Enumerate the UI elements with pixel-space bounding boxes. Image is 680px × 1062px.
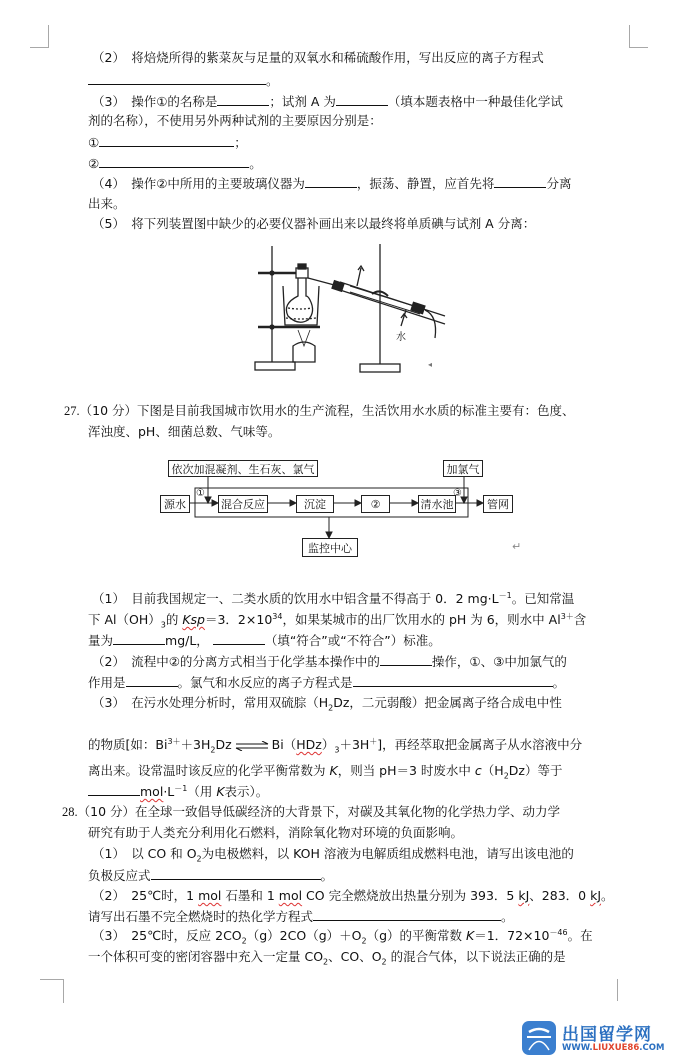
text: mol — [140, 784, 164, 799]
round-bottom-flask — [286, 278, 312, 322]
q28-heading-text: （10 分）在全球一致倡导低碳经济的大背景下，对碳及其氧化物的化学热力学、动力学 — [77, 804, 561, 819]
text: 操作，①、③中加氯气的 — [431, 654, 567, 669]
text: 量为 — [88, 633, 114, 648]
k-symbol: K — [329, 763, 338, 778]
text: 含 — [573, 612, 587, 627]
text: 表示）。 — [224, 784, 269, 799]
water-production-flowchart — [150, 455, 530, 565]
flow-box-clear-water-tank: 清水池 — [418, 495, 456, 513]
water-outlet-arrow — [357, 268, 361, 286]
flow-box-additives: 依次加混凝剂、生石灰、氯气 — [168, 460, 318, 477]
svg-text:◂: ◂ — [428, 360, 433, 369]
q26-part4-text-b: ，振荡、静置，应首先将 — [356, 176, 495, 191]
q27-heading-text: （10 分）下图是目前我国城市饮用水的生产流程，生活饮用水水质的标准主要有：色度、 — [79, 403, 575, 418]
superscript: ＋ — [369, 736, 378, 746]
q28-part1-line1 — [92, 845, 574, 863]
answer-blank[interactable] — [126, 673, 178, 687]
text: 。 — [320, 868, 334, 883]
text: 一个体积可变的密闭容器中充入一定量 CO — [88, 949, 324, 964]
q27-part3-line1 — [92, 694, 562, 712]
flow-box-sedimentation: 沉淀 — [296, 495, 334, 513]
beaker — [283, 286, 319, 325]
q26-part4-text-a: （4） 操作②中所用的主要玻璃仪器为 — [92, 176, 305, 191]
q26-part2 — [92, 49, 544, 67]
q27-part2-line1 — [92, 652, 567, 671]
q26-part3-text-a: （3） 操作①的名称是 — [92, 94, 218, 109]
superscript: 34 — [272, 611, 283, 621]
text: 离出来。设常温时该反应的化学平衡常数为 — [88, 763, 330, 778]
text: mol — [278, 888, 303, 903]
superscript: －1 — [174, 783, 188, 793]
q26-part4 — [92, 174, 571, 193]
crop-mark-top-right — [629, 25, 648, 48]
answer-blank[interactable] — [113, 631, 165, 645]
crop-mark-bottom-left — [40, 979, 64, 1003]
q27-heading — [64, 402, 575, 420]
q26-part4-cont — [88, 195, 126, 213]
answer-blank[interactable] — [213, 631, 265, 645]
answer-blank[interactable] — [313, 907, 501, 921]
q28-part2-line2 — [88, 907, 514, 926]
text: Bi（ — [271, 737, 297, 752]
text: mg/L， — [165, 633, 209, 648]
q27-heading-text-2: 浑浊度、pH、细菌总数、气味等。 — [88, 424, 281, 439]
answer-blank[interactable] — [99, 154, 249, 168]
flow-box-pipe-network: 管网 — [483, 495, 513, 513]
circled-1: ① — [88, 135, 100, 150]
text: 、283．0 — [529, 888, 591, 903]
q26-part2-answer — [88, 71, 279, 90]
text: 下 Al（OH） — [88, 612, 161, 627]
text: （g）的平衡常数 — [366, 928, 466, 943]
question-number: 28. — [62, 805, 78, 819]
q28-part3-line2 — [88, 948, 566, 966]
stand-base-left — [255, 362, 295, 370]
text: ]，再经萃取把金属离子从水溶液中分 — [377, 737, 583, 752]
subscript: 2 — [323, 957, 329, 967]
answer-blank[interactable] — [305, 174, 357, 188]
text: ·L — [163, 784, 175, 799]
text: 的物质[如：Bi — [88, 737, 168, 752]
c-symbol: c — [474, 763, 482, 778]
q27-part3-line2 — [88, 736, 582, 754]
superscript: －1 — [498, 590, 512, 600]
text: 的混合气体，以下说法正确的是 — [386, 949, 566, 964]
crop-mark-top-left — [30, 25, 49, 48]
text: kJ — [518, 888, 530, 903]
url-part: WWW. — [562, 1043, 593, 1053]
q28-heading — [62, 803, 560, 821]
q26-part3-text-b: ；试剂 A 为 — [269, 94, 336, 109]
text: （1） 以 CO 和 O — [92, 846, 197, 861]
text: 、CO、O — [328, 949, 382, 964]
text: 作用是 — [88, 675, 126, 690]
text: 。氯气和水反应的离子方程式是 — [177, 675, 353, 690]
semicolon: ； — [234, 135, 247, 150]
subscript: 2 — [210, 745, 216, 755]
answer-blank[interactable] — [151, 866, 321, 880]
answer-blank[interactable] — [380, 652, 432, 666]
text: 请写出石墨不完全燃烧时的热化学方程式 — [88, 909, 314, 924]
q27-part1-line1 — [92, 590, 574, 608]
subscript: 2 — [196, 854, 202, 864]
subscript: 2 — [361, 936, 367, 946]
flow-box-source-water: 源水 — [160, 495, 190, 513]
q28-heading-cont — [88, 824, 463, 842]
text: （2） 流程中②的分离方式相当于化学基本操作中的 — [92, 654, 380, 669]
watermark-logo — [522, 1020, 678, 1058]
answer-blank[interactable] — [99, 133, 234, 147]
flame — [298, 330, 310, 346]
equilibrium-arrow-icon — [234, 741, 270, 751]
text: （g）2CO（g）＋O — [246, 928, 362, 943]
text: 。 — [552, 675, 566, 690]
paragraph-mark-icon: ↵ — [512, 540, 522, 553]
text: mol — [198, 888, 222, 903]
text: （3） 25℃时，反应 2CO — [92, 928, 242, 943]
q28-heading-text-2: 研究有助于人类充分利用化石燃料，消除氧化物对环境的负面影响。 — [88, 825, 464, 840]
text: 负极反应式 — [88, 868, 151, 883]
q28-part1-line2 — [88, 866, 333, 885]
superscript: 3＋ — [167, 736, 181, 746]
q26-reason-1 — [88, 133, 247, 152]
text: CO 完全燃烧放出热量分别为 393．5 — [302, 888, 519, 903]
circled-2: ② — [88, 156, 100, 171]
q27-heading-cont — [88, 423, 280, 441]
text: （填“符合”或“不符合”）标准。 — [264, 633, 441, 648]
distillation-apparatus-figure — [250, 238, 450, 378]
subscript: 2 — [241, 936, 247, 946]
url-part: LIUXUE86 — [592, 1043, 640, 1053]
text: ） — [321, 737, 335, 752]
q27-part2-line2 — [88, 673, 565, 692]
k-symbol: K — [465, 928, 475, 943]
period: 。 — [249, 156, 262, 171]
q27-part3-line4 — [88, 782, 268, 801]
q26-reason-2 — [88, 154, 262, 173]
subscript: 3 — [160, 620, 166, 630]
flow-box-mixing-reaction: 混合反应 — [218, 495, 268, 513]
answer-blank[interactable] — [353, 673, 553, 687]
q27-part1-line2 — [88, 611, 586, 629]
water-label: 水 — [396, 332, 406, 343]
watermark-title: 出国留学网 — [562, 1025, 652, 1045]
q28-part2-line1 — [92, 887, 614, 905]
crop-mark-bottom-right — [617, 979, 619, 1001]
text: Dz，二元弱酸）把金属离子络合成电中性 — [333, 695, 562, 710]
text: 。在 — [567, 928, 593, 943]
q28-part3-line1 — [92, 927, 593, 945]
marker-1: ① — [196, 488, 205, 499]
ksp-symbol: Ksp — [182, 612, 205, 627]
text: （H — [481, 763, 504, 778]
answer-blank[interactable] — [217, 92, 269, 106]
flow-box-step-2: ② — [361, 495, 390, 513]
answer-blank[interactable] — [494, 174, 546, 188]
text: Dz — [215, 737, 232, 752]
period: 。 — [266, 73, 279, 88]
q26-part5-text: （5） 将下列装置图中缺少的必要仪器补画出来以最终将单质碘与试剂 A 分离： — [92, 216, 536, 231]
q26-part3-text-c: （填本题表格中一种最佳化学试 — [387, 94, 563, 109]
text: 。已知常温 — [511, 591, 575, 606]
text: 。 — [501, 909, 514, 924]
text: ＋3H — [180, 737, 211, 752]
subscript: 2 — [503, 771, 509, 781]
text: ，如果某城市的出厂饮用水的 pH 为 6，则水中 Al — [282, 612, 561, 627]
answer-blank[interactable] — [336, 92, 388, 106]
text: ，则当 pH＝3 时废水中 — [337, 763, 475, 778]
q26-part3-text-d: 剂的名称），不使用另外两种试剂的主要原因分别是： — [88, 113, 382, 128]
flow-box-add-chlorine: 加氯气 — [443, 460, 483, 477]
text: ＝3．2×10 — [204, 612, 273, 627]
marker-3: ③ — [453, 488, 462, 499]
q26-part3 — [92, 92, 563, 111]
text: 。 — [601, 888, 614, 903]
q26-part5 — [92, 215, 535, 233]
q27-part1-line3 — [88, 631, 441, 650]
text: 的 — [165, 612, 183, 627]
k-symbol: K — [216, 784, 225, 799]
flow-box-monitoring-center: 监控中心 — [302, 538, 358, 557]
superscript: －46 — [549, 927, 568, 937]
text: HDz — [296, 737, 322, 752]
text: （3） 在污水处理分析时，常用双硫腙（H — [92, 695, 329, 710]
watermark-url — [562, 1043, 664, 1053]
text: kJ — [590, 888, 602, 903]
text: 为电极燃料，以 KOH 溶液为电解质组成燃料电池，请写出该电池的 — [201, 846, 574, 861]
text: ＝1．72×10 — [474, 928, 550, 943]
text: （1） 目前我国规定一、二类水质的饮用水中铝含量不得高于 0．2 mg·L — [92, 591, 499, 606]
adapter-tube — [425, 310, 436, 338]
q27-part3-line3 — [88, 762, 562, 780]
subscript: 2 — [328, 703, 334, 713]
logo-emblem-icon — [522, 1021, 556, 1055]
subscript: 3 — [334, 745, 340, 755]
text: （2） 25℃时，1 — [92, 888, 199, 903]
q26-part2-text: （2） 将焙烧所得的紫菜灰与足量的双氧水和稀硫酸作用，写出反应的离子方程式 — [92, 50, 544, 65]
q26-part3-cont — [88, 112, 382, 130]
stand-base-right — [360, 364, 400, 372]
text: 石墨和 1 — [221, 888, 279, 903]
text: （用 — [187, 784, 217, 799]
q26-part4-text-c: 分离 — [546, 176, 572, 191]
question-number: 27. — [64, 404, 80, 418]
answer-blank[interactable] — [88, 71, 266, 85]
text: ＋3H — [339, 737, 370, 752]
subscript: 2 — [381, 957, 387, 967]
q26-part4-text-d: 出来。 — [88, 196, 126, 211]
text: Dz）等于 — [508, 763, 563, 778]
answer-blank[interactable] — [88, 782, 140, 796]
url-part: .COM — [639, 1043, 665, 1053]
superscript: 3＋ — [560, 611, 574, 621]
